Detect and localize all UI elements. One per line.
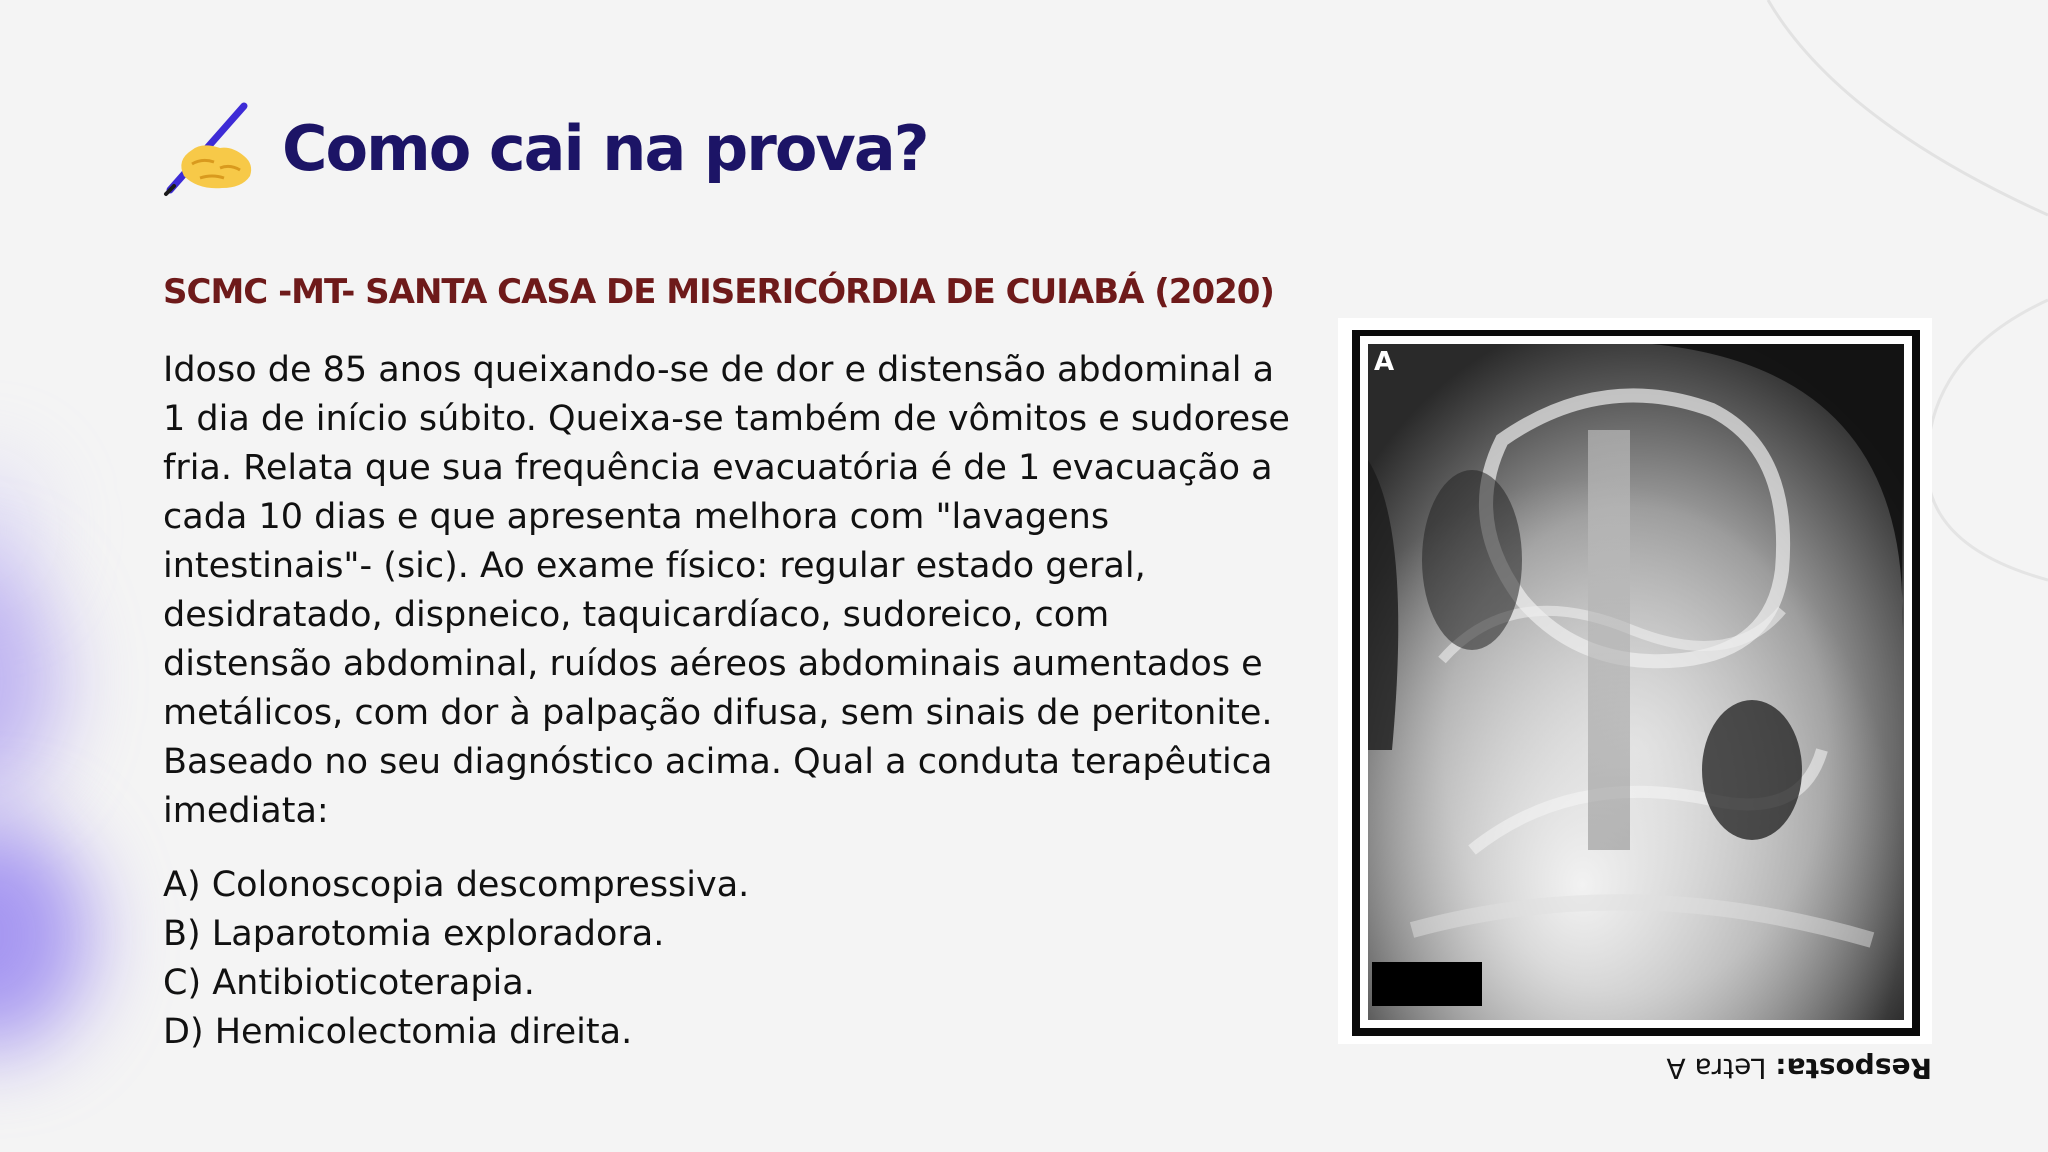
page-title: Como cai na prova?	[282, 111, 928, 185]
question-line: distensão abdominal, ruídos aéreos abdominais aumentados e	[163, 644, 1263, 684]
answer-value: Letra A	[1666, 1052, 1776, 1085]
question-line: Baseado no seu diagnóstico acima. Qual a conduta terapêutica	[163, 742, 1273, 782]
page-header	[162, 98, 928, 198]
option-b: B) Laparotomia exploradora.	[163, 914, 665, 954]
question-line: imediata:	[163, 791, 329, 831]
xray-figure	[1338, 318, 1932, 1044]
question-line: fria. Relata que sua frequência evacuatória é de 1 evacuação a	[163, 448, 1273, 488]
background-glow	[0, 820, 90, 1050]
question-line: intestinais"- (sic). Ao exame físico: regular estado geral,	[163, 546, 1146, 586]
exam-source: SCMC -MT- SANTA CASA DE MISERICÓRDIA DE CUIABÁ (2020)	[163, 272, 1274, 312]
background-glow	[0, 560, 60, 800]
question-line: desidratado, dispneico, taquicardíaco, sudoreico, com	[163, 595, 1110, 635]
abdominal-xray-image	[1352, 330, 1920, 1036]
xray-marker: A	[1374, 347, 1395, 377]
answer-label: Resposta:	[1775, 1052, 1932, 1085]
answer-text	[1666, 1046, 1932, 1090]
question-line: 1 dia de início súbito. Queixa-se também de vômitos e sudorese	[163, 399, 1290, 439]
answer-options	[163, 861, 749, 1057]
writing-hand-icon	[162, 98, 258, 198]
option-d: D) Hemicolectomia direita.	[163, 1012, 633, 1052]
question-line: Idoso de 85 anos queixando-se de dor e distensão abdominal a	[163, 350, 1275, 390]
question-text	[163, 346, 1323, 836]
option-c: C) Antibioticoterapia.	[163, 963, 535, 1003]
option-a: A) Colonoscopia descompressiva.	[163, 865, 750, 905]
question-line: metálicos, com dor à palpação difusa, sem sinais de peritonite.	[163, 693, 1273, 733]
question-line: cada 10 dias e que apresenta melhora com "lavagens	[163, 497, 1110, 537]
